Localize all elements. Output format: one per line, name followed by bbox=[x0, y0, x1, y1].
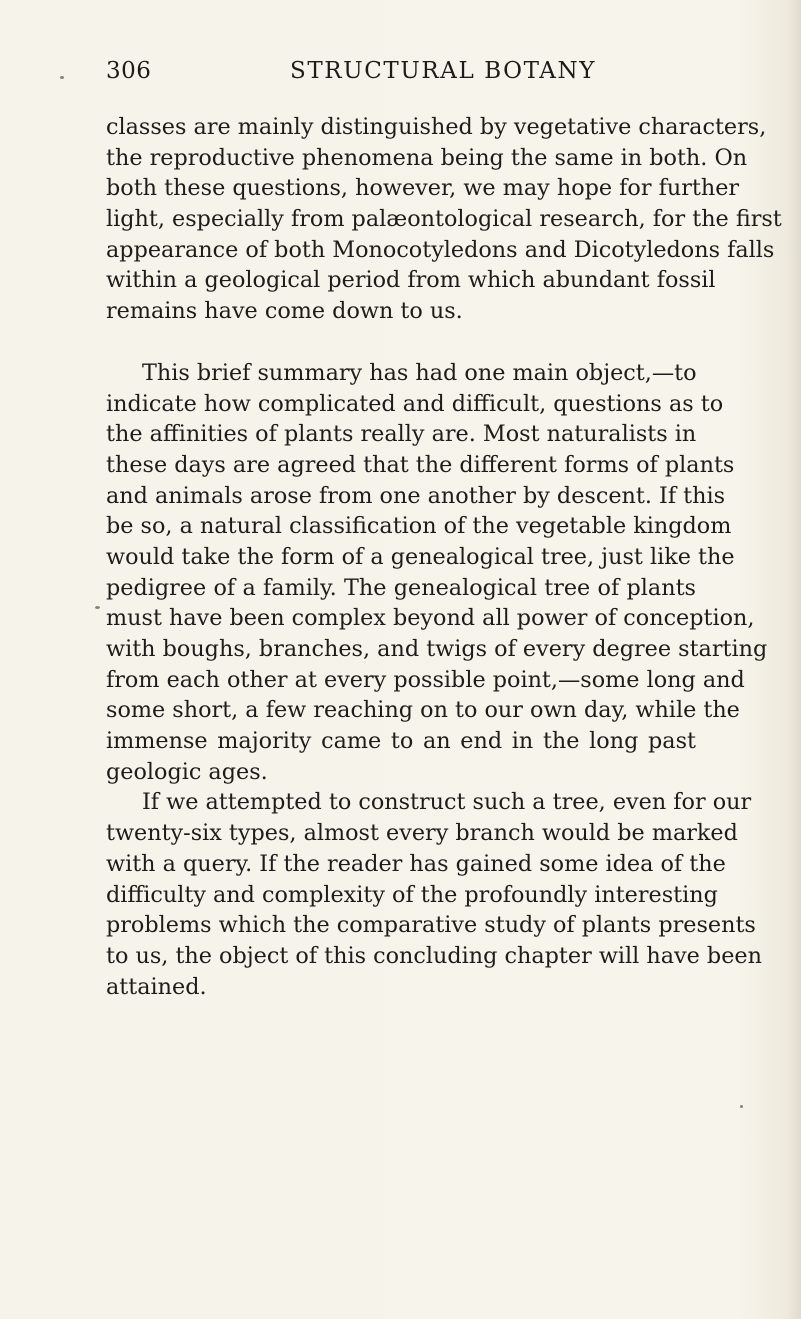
page-header bbox=[106, 58, 696, 92]
text-line: with a query. If the reader has gained some idea of the bbox=[106, 850, 726, 877]
text-line: remains have come down to us. bbox=[106, 298, 463, 325]
text-line: and animals arose from one another by descent. If this bbox=[106, 482, 726, 509]
paragraph-2 bbox=[106, 358, 768, 788]
text-line: must have been complex beyond all power of conception, bbox=[106, 605, 755, 632]
text-line: would take the form of a genealogical tree, just like the bbox=[106, 543, 735, 570]
page-number: 306 bbox=[106, 58, 152, 84]
text-line: This brief summary has had one main object,—to bbox=[142, 359, 697, 386]
text-line: attained. bbox=[106, 973, 207, 1000]
text-line: indicate how complicated and difficult, questions as to bbox=[106, 390, 724, 417]
text-line: difficulty and complexity of the profoundly interesting bbox=[106, 881, 718, 908]
text-line: these days are agreed that the different forms of plants bbox=[106, 451, 735, 478]
ink-speck bbox=[60, 76, 64, 79]
text-line: both these questions, however, we may hope for further bbox=[106, 175, 740, 202]
text-line: light, especially from palæontological research, for the first bbox=[106, 206, 782, 233]
paragraph-gap bbox=[106, 327, 696, 358]
text-line: be so, a natural classification of the vegetable kingdom bbox=[106, 513, 732, 540]
text-line: the reproductive phenomena being the same in both. On bbox=[106, 144, 748, 171]
text-line: immense majority came to an end in the long past bbox=[106, 728, 696, 755]
text-line: some short, a few reaching on to our own day, while the bbox=[106, 697, 740, 724]
text-line: problems which the comparative study of plants presents bbox=[106, 912, 756, 939]
ink-speck bbox=[740, 1105, 743, 1108]
text-line: geologic ages. bbox=[106, 758, 268, 785]
text-line: appearance of both Monocotyledons and Dicotyledons falls bbox=[106, 236, 775, 263]
paragraph-1 bbox=[106, 112, 782, 327]
paragraph-3 bbox=[106, 787, 762, 1002]
text-line: If we attempted to construct such a tree, even for our bbox=[142, 789, 752, 816]
text-line: twenty-six types, almost every branch would be marked bbox=[106, 820, 738, 847]
ink-speck bbox=[95, 606, 100, 609]
body-text bbox=[106, 112, 782, 1002]
text-line: to us, the object of this concluding chapter will have been bbox=[106, 942, 762, 969]
page-edge-shadow bbox=[787, 0, 801, 1319]
text-line: from each other at every possible point,—some long and bbox=[106, 666, 745, 693]
text-line: the affinities of plants really are. Most naturalists in bbox=[106, 421, 697, 448]
text-line: pedigree of a family. The genealogical tree of plants bbox=[106, 574, 696, 601]
text-line: classes are mainly distinguished by vegetative characters, bbox=[106, 114, 767, 140]
running-title: STRUCTURAL BOTANY bbox=[290, 58, 597, 84]
text-line: with boughs, branches, and twigs of every degree starting bbox=[106, 636, 768, 662]
text-line: within a geological period from which abundant fossil bbox=[106, 267, 716, 294]
